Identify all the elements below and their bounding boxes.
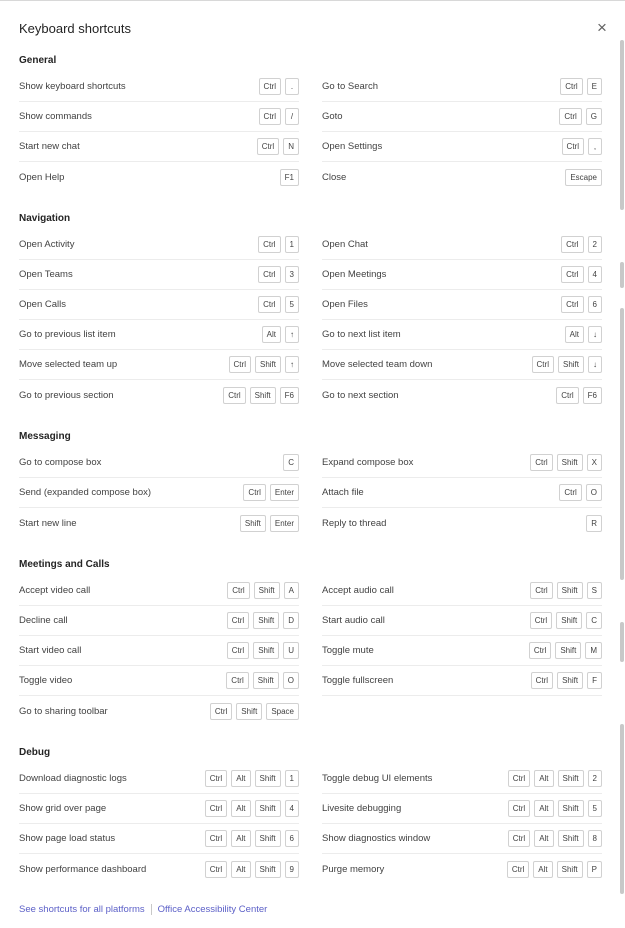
shortcut-label: Attach file bbox=[322, 487, 364, 498]
shortcut-row bbox=[322, 162, 602, 192]
key-cap: Shift bbox=[253, 612, 279, 629]
key-cap: Ctrl bbox=[530, 582, 552, 599]
key-cap: A bbox=[284, 582, 299, 599]
dialog-title: Keyboard shortcuts bbox=[19, 21, 132, 36]
shortcut-row bbox=[322, 576, 602, 606]
key-combination bbox=[229, 356, 299, 373]
shortcut-label: Move selected team down bbox=[322, 359, 433, 370]
key-cap: Shift bbox=[255, 356, 281, 373]
key-cap: Ctrl bbox=[205, 770, 227, 787]
shortcut-label: Go to Search bbox=[322, 81, 378, 92]
shortcut-label: Open Help bbox=[19, 171, 65, 183]
shortcut-label: Go to compose box bbox=[19, 457, 102, 468]
key-cap: Ctrl bbox=[561, 266, 583, 283]
key-cap: F bbox=[587, 672, 602, 689]
shortcut-label: Show keyboard shortcuts bbox=[19, 81, 126, 92]
key-cap: Ctrl bbox=[258, 236, 280, 253]
shortcut-row bbox=[19, 824, 299, 854]
key-combination bbox=[532, 356, 602, 373]
shortcut-row bbox=[19, 696, 299, 726]
key-cap: Alt bbox=[231, 800, 250, 817]
key-cap: Escape bbox=[565, 169, 602, 186]
shortcut-label: Start audio call bbox=[322, 615, 385, 626]
shortcut-label: Show grid over page bbox=[19, 803, 107, 814]
key-cap: Alt bbox=[533, 861, 552, 878]
shortcut-row bbox=[19, 380, 299, 410]
shortcut-label: Livesite debugging bbox=[322, 803, 402, 814]
key-cap: Shift bbox=[236, 703, 262, 720]
shortcut-label: Show performance dashboard bbox=[19, 863, 147, 875]
shortcut-row bbox=[322, 824, 602, 854]
key-cap: O bbox=[586, 484, 602, 501]
shortcut-row bbox=[322, 380, 602, 410]
section-title: Debug bbox=[19, 747, 51, 758]
shortcut-row bbox=[322, 448, 602, 478]
shortcut-label: Move selected team up bbox=[19, 359, 118, 370]
key-cap: 4 bbox=[588, 266, 602, 283]
scrollbar-thumb[interactable] bbox=[620, 40, 624, 210]
key-cap: Ctrl bbox=[561, 236, 583, 253]
key-cap: Ctrl bbox=[223, 387, 245, 404]
shortcut-row bbox=[322, 478, 602, 508]
key-cap: G bbox=[586, 108, 602, 125]
key-combination bbox=[257, 138, 299, 155]
key-cap: 2 bbox=[588, 770, 602, 787]
key-combination bbox=[210, 703, 299, 720]
key-combination bbox=[283, 454, 299, 471]
key-cap: Ctrl bbox=[205, 800, 227, 817]
shortcut-row bbox=[322, 606, 602, 636]
section-title: Messaging bbox=[19, 431, 71, 442]
key-combination bbox=[262, 326, 299, 343]
key-combination bbox=[227, 582, 299, 599]
shortcut-row bbox=[322, 72, 602, 102]
shortcut-label: Start video call bbox=[19, 645, 82, 656]
key-cap: Shift bbox=[254, 582, 280, 599]
key-cap: Ctrl bbox=[556, 387, 578, 404]
key-cap: Shift bbox=[555, 642, 581, 659]
key-cap: Enter bbox=[270, 515, 299, 532]
key-cap: Space bbox=[266, 703, 299, 720]
shortcut-label: Start new chat bbox=[19, 141, 80, 152]
shortcut-row bbox=[19, 764, 299, 794]
key-combination bbox=[205, 861, 299, 878]
key-combination bbox=[565, 169, 602, 186]
shortcut-label: Go to sharing toolbar bbox=[19, 705, 108, 717]
key-cap: Alt bbox=[231, 861, 250, 878]
key-cap: F6 bbox=[583, 387, 602, 404]
key-combination bbox=[227, 642, 299, 659]
shortcut-label: Go to previous list item bbox=[19, 329, 116, 340]
key-cap: 3 bbox=[285, 266, 299, 283]
key-combination bbox=[508, 800, 602, 817]
shortcut-label: Open Calls bbox=[19, 299, 66, 310]
shortcut-label: Go to next section bbox=[322, 389, 399, 401]
key-combination bbox=[508, 830, 602, 847]
shortcut-row bbox=[19, 132, 299, 162]
shortcut-label: Show commands bbox=[19, 111, 92, 122]
shortcut-label: Purge memory bbox=[322, 863, 385, 875]
shortcut-label: Start new line bbox=[19, 517, 77, 529]
shortcut-row bbox=[322, 102, 602, 132]
footer bbox=[19, 904, 267, 915]
key-cap: Shift bbox=[557, 454, 583, 471]
shortcut-row bbox=[322, 132, 602, 162]
key-combination bbox=[561, 236, 602, 253]
key-cap: Enter bbox=[270, 484, 299, 501]
key-cap: Ctrl bbox=[532, 356, 554, 373]
key-cap: D bbox=[283, 612, 299, 629]
key-cap: Ctrl bbox=[259, 108, 281, 125]
key-cap: Ctrl bbox=[508, 770, 530, 787]
key-cap: 1 bbox=[285, 770, 299, 787]
shortcut-row bbox=[322, 666, 602, 696]
key-cap: Ctrl bbox=[562, 138, 584, 155]
scrollbar-thumb[interactable] bbox=[620, 308, 624, 580]
shortcut-label: Show page load status bbox=[19, 833, 116, 844]
key-cap: Alt bbox=[534, 770, 553, 787]
shortcut-label: Accept audio call bbox=[322, 585, 394, 596]
shortcut-row bbox=[322, 854, 602, 884]
section-title: General bbox=[19, 55, 57, 66]
key-combination bbox=[556, 387, 602, 404]
shortcut-label: Open Chat bbox=[322, 239, 368, 250]
key-cap: F6 bbox=[280, 387, 299, 404]
shortcut-label: Toggle mute bbox=[322, 645, 374, 656]
key-combination bbox=[586, 515, 602, 532]
key-cap: N bbox=[283, 138, 299, 155]
key-cap: Ctrl bbox=[560, 78, 582, 95]
section-title: Meetings and Calls bbox=[19, 559, 110, 570]
key-combination bbox=[531, 672, 602, 689]
shortcut-row bbox=[19, 854, 299, 884]
key-cap: , bbox=[588, 138, 602, 155]
key-combination bbox=[561, 296, 602, 313]
key-cap: Alt bbox=[262, 326, 281, 343]
key-combination bbox=[240, 515, 299, 532]
scrollbar-thumb[interactable] bbox=[620, 724, 624, 894]
key-cap: Ctrl bbox=[243, 484, 265, 501]
shortcut-label: Open Teams bbox=[19, 269, 73, 280]
key-combination bbox=[259, 78, 299, 95]
shortcut-row bbox=[322, 230, 602, 260]
key-cap: Alt bbox=[534, 800, 553, 817]
key-cap: C bbox=[586, 612, 602, 629]
key-cap: Ctrl bbox=[530, 612, 552, 629]
key-cap: Shift bbox=[558, 356, 584, 373]
key-cap: 1 bbox=[285, 236, 299, 253]
key-cap: Ctrl bbox=[561, 296, 583, 313]
key-cap: O bbox=[283, 672, 299, 689]
key-combination bbox=[280, 169, 299, 186]
accessibility-center-link[interactable]: Office Accessibility Center bbox=[157, 904, 268, 915]
shortcut-row bbox=[19, 666, 299, 696]
key-cap: Shift bbox=[255, 800, 281, 817]
key-cap: P bbox=[587, 861, 602, 878]
shortcut-row bbox=[19, 606, 299, 636]
key-combination bbox=[565, 326, 602, 343]
footer-divider bbox=[151, 904, 152, 915]
key-cap: M bbox=[585, 642, 602, 659]
key-cap: Alt bbox=[231, 830, 250, 847]
shortcut-row bbox=[19, 576, 299, 606]
shortcut-label: Toggle video bbox=[19, 675, 73, 686]
key-cap: Ctrl bbox=[205, 861, 227, 878]
key-cap: F1 bbox=[280, 169, 299, 186]
shortcut-label: Open Activity bbox=[19, 239, 75, 250]
key-combination bbox=[562, 138, 602, 155]
key-cap: Ctrl bbox=[229, 356, 251, 373]
shortcut-row bbox=[322, 794, 602, 824]
key-cap: 2 bbox=[588, 236, 602, 253]
key-cap: Shift bbox=[557, 672, 583, 689]
key-cap: Shift bbox=[557, 582, 583, 599]
shortcut-row bbox=[19, 102, 299, 132]
key-cap: Shift bbox=[557, 861, 583, 878]
key-cap: 4 bbox=[285, 800, 299, 817]
key-combination bbox=[508, 770, 602, 787]
key-cap: Ctrl bbox=[205, 830, 227, 847]
key-cap: Ctrl bbox=[559, 484, 581, 501]
key-cap: Ctrl bbox=[226, 672, 248, 689]
shortcut-label: Decline call bbox=[19, 615, 68, 626]
shortcut-row bbox=[322, 320, 602, 350]
key-combination bbox=[258, 266, 299, 283]
key-cap: R bbox=[586, 515, 602, 532]
key-cap: Ctrl bbox=[258, 296, 280, 313]
shortcut-row bbox=[19, 350, 299, 380]
shortcut-label: Open Settings bbox=[322, 141, 383, 152]
key-cap: Ctrl bbox=[227, 612, 249, 629]
shortcut-row bbox=[322, 290, 602, 320]
key-combination bbox=[530, 582, 602, 599]
scrollbar-thumb[interactable] bbox=[620, 622, 624, 662]
key-cap: Ctrl bbox=[531, 672, 553, 689]
shortcut-row bbox=[19, 320, 299, 350]
key-cap: Shift bbox=[255, 770, 281, 787]
shortcut-label: Close bbox=[322, 171, 347, 183]
shortcut-label: Go to next list item bbox=[322, 329, 401, 340]
key-cap: Ctrl bbox=[508, 830, 530, 847]
key-cap: Alt bbox=[231, 770, 250, 787]
key-combination bbox=[529, 642, 602, 659]
shortcut-row bbox=[19, 290, 299, 320]
key-cap: C bbox=[283, 454, 299, 471]
key-cap: U bbox=[283, 642, 299, 659]
close-icon[interactable]: × bbox=[597, 18, 607, 37]
key-cap: Shift bbox=[556, 612, 582, 629]
section-title: Navigation bbox=[19, 213, 71, 224]
key-cap: Shift bbox=[255, 861, 281, 878]
key-cap: Ctrl bbox=[210, 703, 232, 720]
key-cap: Shift bbox=[253, 642, 279, 659]
shortcut-label: Expand compose box bbox=[322, 457, 414, 468]
key-combination bbox=[560, 78, 602, 95]
key-cap: . bbox=[285, 78, 299, 95]
key-cap: / bbox=[285, 108, 299, 125]
shortcut-label: Accept video call bbox=[19, 585, 91, 596]
shortcut-row bbox=[322, 508, 602, 538]
key-cap: ↑ bbox=[285, 326, 299, 343]
key-combination bbox=[223, 387, 299, 404]
key-cap: 6 bbox=[285, 830, 299, 847]
key-cap: Ctrl bbox=[227, 642, 249, 659]
shortcut-label: Goto bbox=[322, 111, 343, 122]
key-combination bbox=[243, 484, 299, 501]
all-platforms-link[interactable]: See shortcuts for all platforms bbox=[19, 904, 145, 915]
key-combination bbox=[226, 672, 299, 689]
key-combination bbox=[205, 800, 299, 817]
shortcut-row bbox=[19, 162, 299, 192]
shortcut-label: Toggle fullscreen bbox=[322, 675, 394, 686]
shortcut-label: Go to previous section bbox=[19, 389, 114, 401]
key-cap: ↓ bbox=[588, 356, 602, 373]
key-combination bbox=[259, 108, 299, 125]
key-cap: Ctrl bbox=[529, 642, 551, 659]
key-cap: Shift bbox=[250, 387, 276, 404]
key-combination bbox=[530, 612, 602, 629]
key-cap: ↑ bbox=[285, 356, 299, 373]
key-cap: Shift bbox=[253, 672, 279, 689]
key-cap: Ctrl bbox=[559, 108, 581, 125]
key-cap: 5 bbox=[285, 296, 299, 313]
shortcut-row bbox=[19, 230, 299, 260]
key-cap: Ctrl bbox=[258, 266, 280, 283]
shortcut-row bbox=[19, 636, 299, 666]
shortcut-row bbox=[19, 72, 299, 102]
shortcut-row bbox=[322, 636, 602, 666]
key-combination bbox=[258, 236, 299, 253]
key-cap: Shift bbox=[558, 800, 584, 817]
shortcut-row bbox=[19, 260, 299, 290]
key-cap: Ctrl bbox=[530, 454, 552, 471]
key-cap: E bbox=[587, 78, 602, 95]
key-cap: ↓ bbox=[588, 326, 602, 343]
shortcut-row bbox=[322, 260, 602, 290]
shortcut-label: Download diagnostic logs bbox=[19, 773, 127, 784]
key-combination bbox=[530, 454, 602, 471]
scrollbar-thumb[interactable] bbox=[620, 262, 624, 288]
key-cap: Ctrl bbox=[257, 138, 279, 155]
shortcut-row bbox=[19, 448, 299, 478]
key-cap: Shift bbox=[558, 770, 584, 787]
key-combination bbox=[205, 770, 299, 787]
shortcut-label: Toggle debug UI elements bbox=[322, 773, 433, 784]
key-cap: Alt bbox=[534, 830, 553, 847]
key-cap: Ctrl bbox=[508, 800, 530, 817]
key-cap: 5 bbox=[588, 800, 602, 817]
key-combination bbox=[258, 296, 299, 313]
shortcut-label: Open Files bbox=[322, 299, 368, 310]
key-cap: X bbox=[587, 454, 602, 471]
shortcut-row bbox=[322, 350, 602, 380]
key-combination bbox=[227, 612, 299, 629]
key-combination bbox=[507, 861, 602, 878]
key-combination bbox=[561, 266, 602, 283]
shortcut-label: Send (expanded compose box) bbox=[19, 487, 152, 498]
key-cap: Shift bbox=[558, 830, 584, 847]
shortcut-row bbox=[322, 764, 602, 794]
shortcut-label: Reply to thread bbox=[322, 517, 387, 529]
key-cap: Shift bbox=[240, 515, 266, 532]
key-combination bbox=[559, 484, 602, 501]
key-cap: Ctrl bbox=[507, 861, 529, 878]
key-cap: Shift bbox=[255, 830, 281, 847]
key-cap: Alt bbox=[565, 326, 584, 343]
key-cap: 6 bbox=[588, 296, 602, 313]
key-cap: 9 bbox=[285, 861, 299, 878]
key-cap: Ctrl bbox=[259, 78, 281, 95]
shortcut-row bbox=[19, 508, 299, 538]
shortcut-label: Open Meetings bbox=[322, 269, 387, 280]
key-cap: Ctrl bbox=[227, 582, 249, 599]
shortcut-row bbox=[19, 794, 299, 824]
top-border bbox=[0, 0, 625, 1]
key-combination bbox=[559, 108, 602, 125]
key-cap: S bbox=[587, 582, 602, 599]
shortcut-label: Show diagnostics window bbox=[322, 833, 431, 844]
key-combination bbox=[205, 830, 299, 847]
shortcut-row bbox=[19, 478, 299, 508]
key-cap: 8 bbox=[588, 830, 602, 847]
